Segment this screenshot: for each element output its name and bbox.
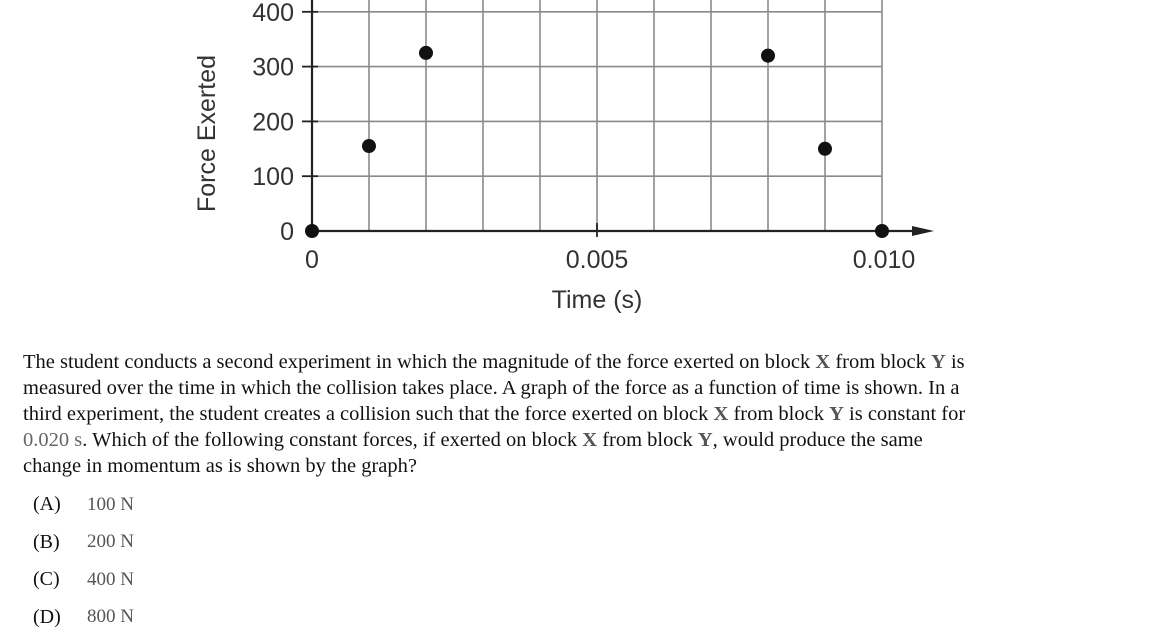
x-axis-arrow-icon (912, 226, 934, 236)
x-axis-label: Time (s) (552, 286, 643, 314)
block-variable: X (714, 403, 729, 425)
question-text-segment: third experiment, the student creates a collision such that the force exerted on block (23, 403, 714, 425)
data-point (818, 142, 832, 156)
question-line (23, 453, 1143, 479)
block-variable: Y (698, 429, 713, 451)
y-tick-label: 100 (252, 163, 294, 191)
option-c-label: (C) (33, 568, 87, 591)
time-value: 0.020 s (23, 429, 82, 451)
data-point (761, 49, 775, 63)
block-variable: X (582, 429, 597, 451)
question-text-segment: measured over the time in which the collision takes place. A graph of the force as a function of time is shown. In a (23, 377, 959, 399)
question-text-segment: from block (830, 351, 931, 373)
question-text (23, 349, 1143, 479)
block-variable: X (815, 351, 830, 373)
option-a-value: 100 N (87, 494, 134, 516)
option-d-value: 800 N (87, 606, 134, 628)
data-point (419, 46, 433, 60)
data-point (875, 224, 889, 238)
option-d[interactable] (33, 599, 134, 636)
question-text-segment: The student conducts a second experiment in which the magnitude of the force exerted on block (23, 351, 815, 373)
x-tick-label: 0 (305, 246, 319, 274)
option-b-value: 200 N (87, 531, 134, 553)
question-text-segment: is (946, 351, 965, 373)
option-a-label: (A) (33, 493, 87, 516)
option-d-label: (D) (33, 606, 87, 629)
y-axis-label: Force Exerted (193, 55, 221, 212)
block-variable: Y (931, 351, 946, 373)
option-c-value: 400 N (87, 569, 134, 591)
option-a[interactable] (33, 486, 134, 524)
y-tick-label: 300 (252, 54, 294, 82)
y-tick-label: 200 (252, 108, 294, 136)
data-point (362, 139, 376, 153)
answer-options (33, 486, 134, 636)
x-tick-label: 0.010 (853, 246, 916, 274)
question-text-segment: , would produce the same (713, 429, 923, 451)
question-text-segment: from block (597, 429, 698, 451)
question-text-segment: . Which of the following constant forces, if exerted on block (82, 429, 582, 451)
question-text-segment: is constant for (844, 403, 965, 425)
chart-grid (312, 0, 882, 231)
option-b[interactable] (33, 524, 134, 562)
question-line (23, 427, 1143, 453)
x-tick-label: 0.005 (566, 246, 629, 274)
option-b-label: (B) (33, 531, 87, 554)
y-tick-label: 0 (280, 218, 294, 246)
chart-axes (302, 0, 934, 237)
question-line (23, 349, 1143, 375)
question-line (23, 401, 1143, 427)
option-c[interactable] (33, 561, 134, 599)
chart-tick-labels (252, 0, 915, 274)
question-text-segment: change in momentum as is shown by the graph? (23, 455, 417, 477)
data-point (305, 224, 319, 238)
y-tick-label: 400 (252, 0, 294, 27)
block-variable: Y (829, 403, 844, 425)
question-line (23, 375, 1143, 401)
question-text-segment: from block (728, 403, 829, 425)
